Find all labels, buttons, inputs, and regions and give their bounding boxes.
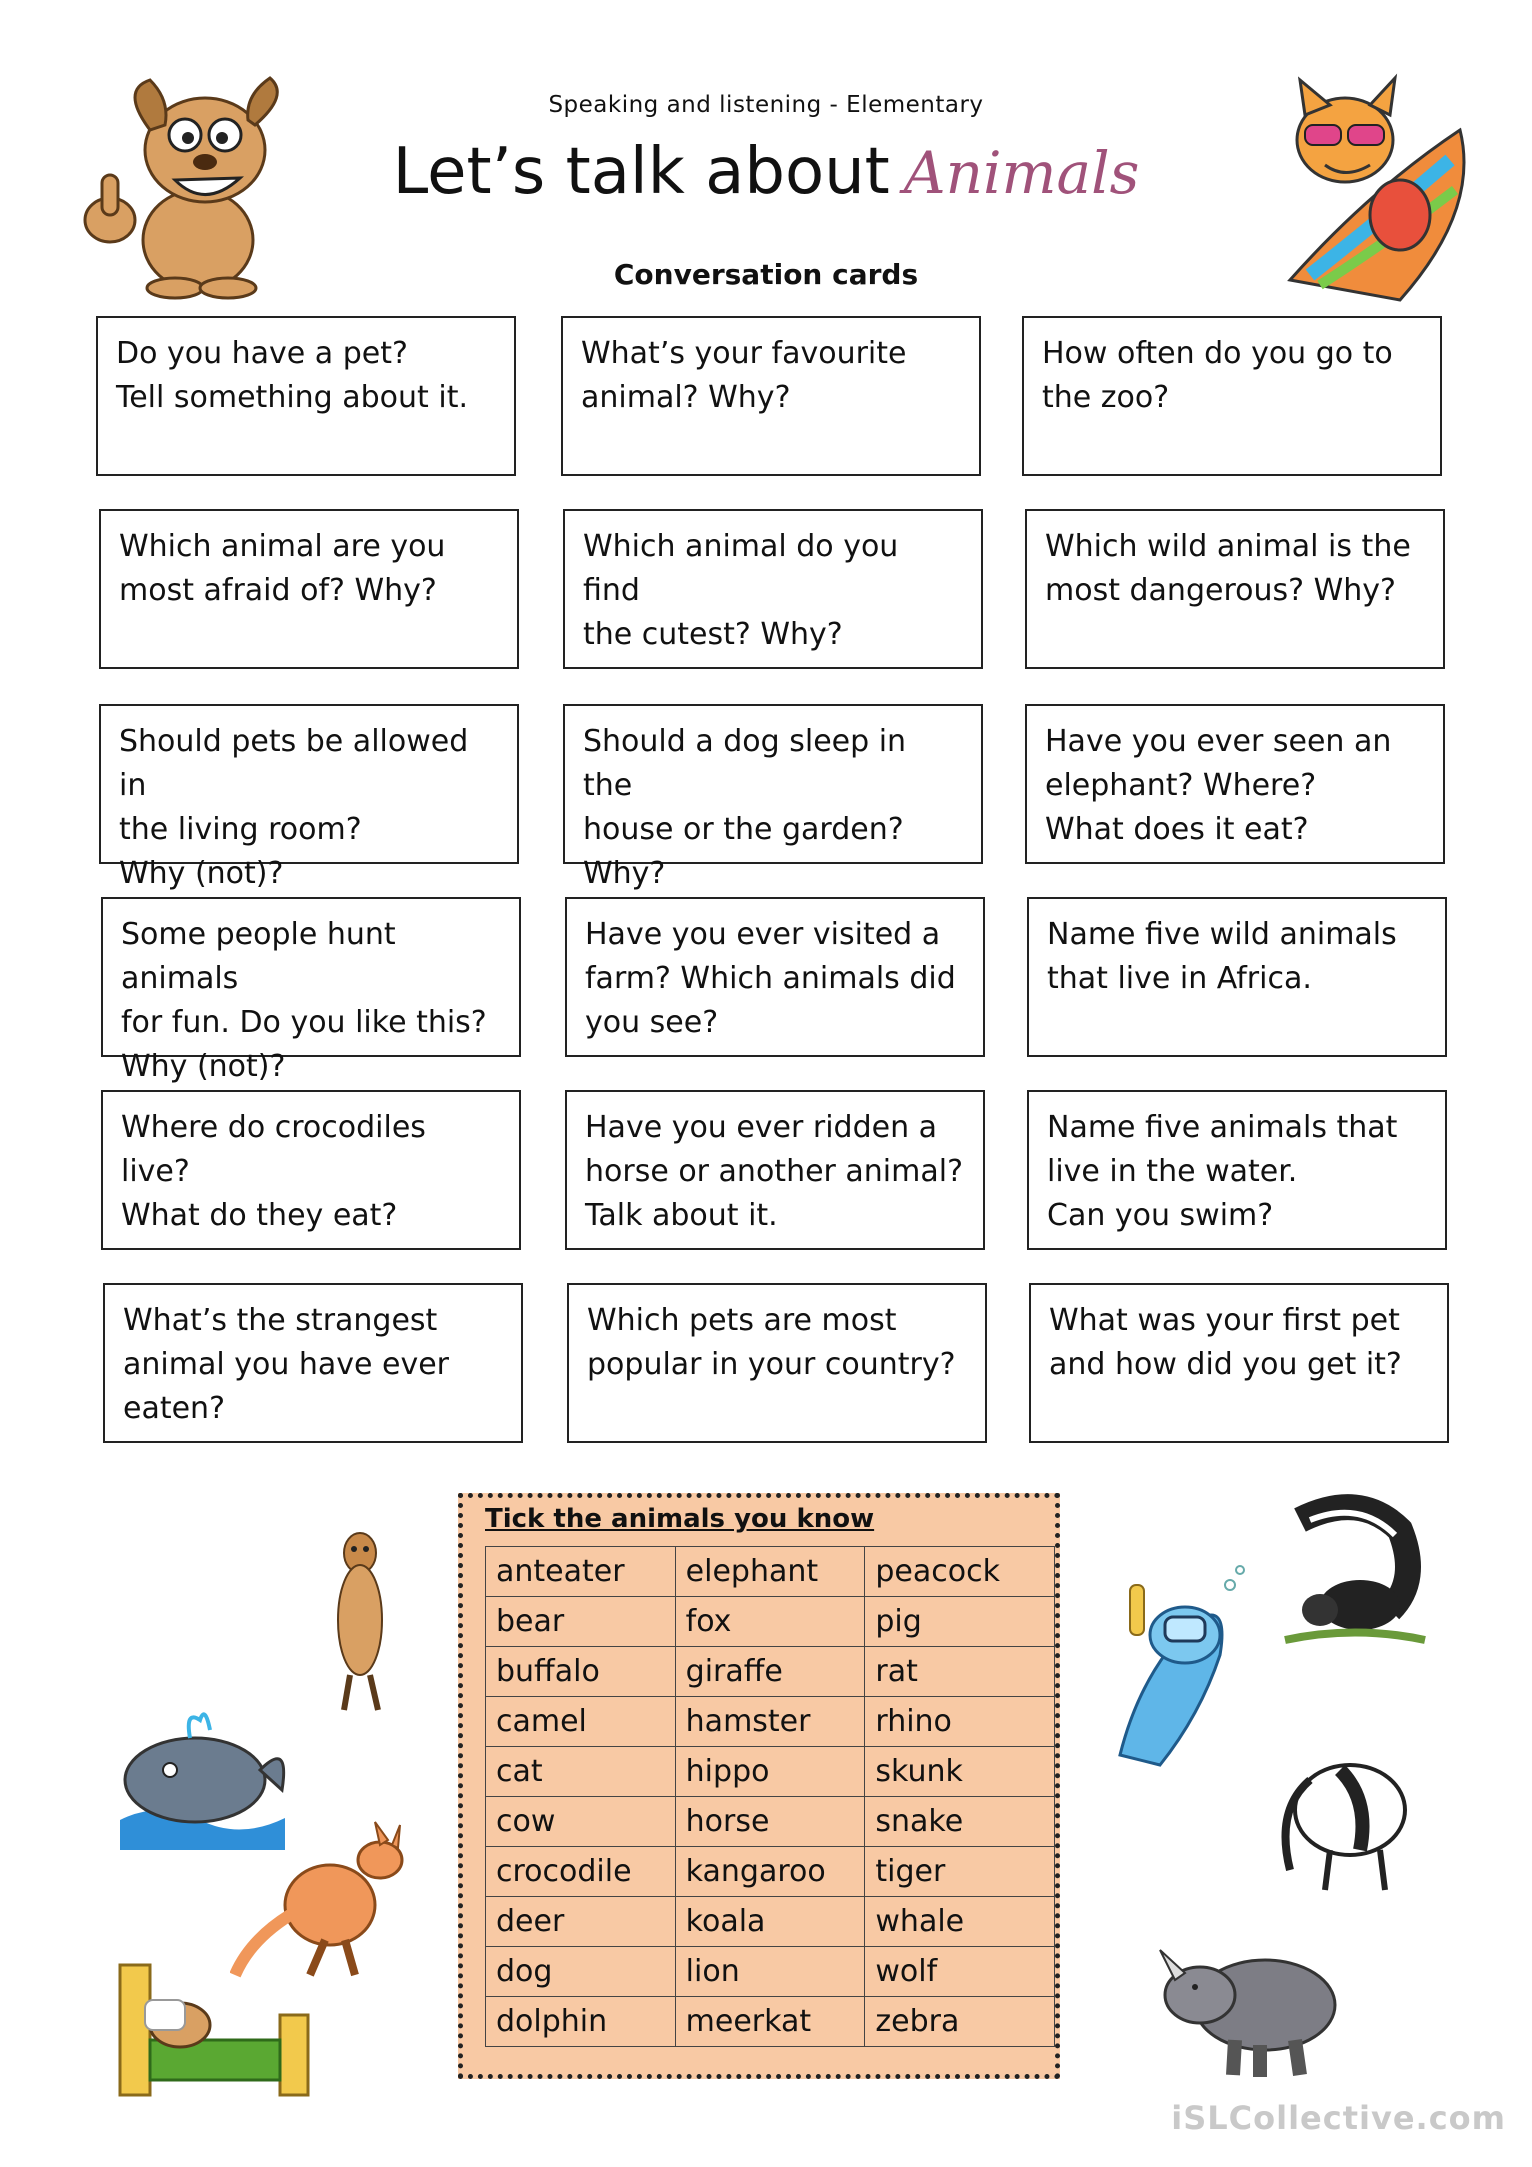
rhino-illustration [1155, 1925, 1355, 2085]
tick-animals-box [458, 1493, 1060, 2079]
conversation-card: What was your first pet and how did you get it? [1029, 1283, 1449, 1443]
animal-word: hamster [675, 1697, 865, 1747]
table-row [486, 1847, 1055, 1897]
animal-word: tiger [865, 1847, 1055, 1897]
dog-thumbs-up-illustration [80, 70, 290, 300]
conversation-card: What’s the strangest animal you have ever eaten? [103, 1283, 523, 1443]
anteater-illustration [1270, 1740, 1420, 1900]
animal-word: dolphin [486, 1997, 676, 2047]
animal-word: cow [486, 1797, 676, 1847]
animal-word: kangaroo [675, 1847, 865, 1897]
title-accent: Animals [903, 139, 1140, 207]
animal-word: rat [865, 1647, 1055, 1697]
animal-word: deer [486, 1897, 676, 1947]
conversation-card: How often do you go to the zoo? [1022, 316, 1442, 476]
conversation-card: Name five animals that live in the water. Can you swim? [1027, 1090, 1447, 1250]
section-title: Conversation cards [613, 258, 919, 291]
table-row [486, 1547, 1055, 1597]
animal-word: dog [486, 1947, 676, 1997]
conversation-card: Should pets be allowed in the living room? Why (not)? [99, 704, 519, 864]
conversation-card: Which animal are you most afraid of? Why? [99, 509, 519, 669]
conversation-card: Where do crocodiles live? What do they eat? [101, 1090, 521, 1250]
skunk-illustration [1280, 1490, 1430, 1660]
table-row [486, 1797, 1055, 1847]
conversation-card: Which wild animal is the most dangerous? Why? [1025, 509, 1445, 669]
animal-word: cat [486, 1747, 676, 1797]
animal-word: meerkat [675, 1997, 865, 2047]
animal-word: elephant [675, 1547, 865, 1597]
conversation-card: Which pets are most popular in your country? [567, 1283, 987, 1443]
conversation-card: What’s your favourite animal? Why? [561, 316, 981, 476]
worksheet-subtitle: Speaking and listening - Elementary [548, 92, 984, 118]
animal-word: anteater [486, 1547, 676, 1597]
cat-surfing-illustration [1250, 70, 1480, 310]
table-row [486, 1997, 1055, 2047]
conversation-card: Have you ever seen an elephant? Where? What does it eat? [1025, 704, 1445, 864]
title-main: Let’s talk about [392, 135, 890, 209]
table-row [486, 1947, 1055, 1997]
animal-word: fox [675, 1597, 865, 1647]
animal-word: bear [486, 1597, 676, 1647]
animal-word: crocodile [486, 1847, 676, 1897]
animal-word: whale [865, 1897, 1055, 1947]
animal-word: lion [675, 1947, 865, 1997]
table-row [486, 1747, 1055, 1797]
conversation-card: Should a dog sleep in the house or the garden? Why? [563, 704, 983, 864]
conversation-card: Name five wild animals that live in Africa. [1027, 897, 1447, 1057]
dog-sleeping-in-bed-illustration [110, 1945, 320, 2105]
table-row [486, 1647, 1055, 1697]
animal-word: pig [865, 1597, 1055, 1647]
animal-word: skunk [865, 1747, 1055, 1797]
animal-word: koala [675, 1897, 865, 1947]
dolphin-diver-illustration [1080, 1555, 1250, 1775]
animal-word: snake [865, 1797, 1055, 1847]
animal-word: wolf [865, 1947, 1055, 1997]
animal-word: buffalo [486, 1647, 676, 1697]
conversation-card: Have you ever visited a farm? Which animals did you see? [565, 897, 985, 1057]
animal-word: camel [486, 1697, 676, 1747]
table-row [486, 1597, 1055, 1647]
table-row [486, 1697, 1055, 1747]
conversation-card: Have you ever ridden a horse or another animal? Talk about it. [565, 1090, 985, 1250]
meerkat-illustration [320, 1525, 400, 1715]
animal-word: rhino [865, 1697, 1055, 1747]
tick-list-title: Tick the animals you know [485, 1504, 875, 1534]
conversation-card: Do you have a pet? Tell something about it. [96, 316, 516, 476]
animal-word: hippo [675, 1747, 865, 1797]
conversation-card: Which animal do you find the cutest? Why? [563, 509, 983, 669]
site-watermark: iSLCollective.com [1171, 2099, 1506, 2137]
conversation-card: Some people hunt animals for fun. Do you like this? Why (not)? [101, 897, 521, 1057]
animal-word: giraffe [675, 1647, 865, 1697]
table-row [486, 1897, 1055, 1947]
animal-word-table [485, 1546, 1055, 2047]
animal-word: horse [675, 1797, 865, 1847]
animal-word: zebra [865, 1997, 1055, 2047]
animal-word: peacock [865, 1547, 1055, 1597]
